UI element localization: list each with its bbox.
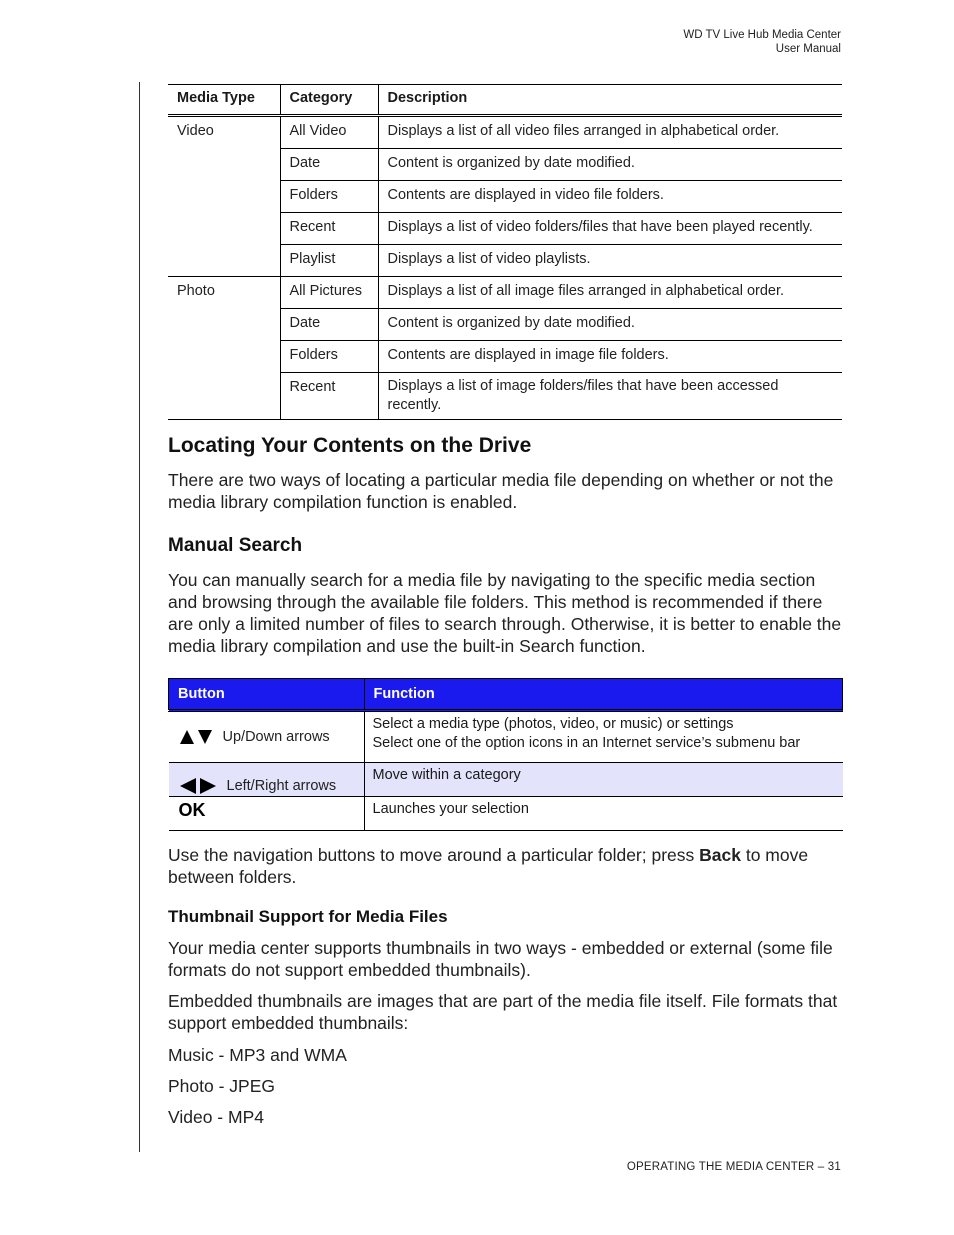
- table-row: [168, 213, 842, 245]
- function-line: Select one of the option icons in an Internet service’s submenu bar: [372, 735, 801, 751]
- media-category-table: [168, 84, 842, 420]
- function-cell: Launches your selection: [364, 797, 843, 831]
- running-header: [683, 28, 841, 56]
- manual-search-body: You can manually search for a media file by navigating to the specific media section and browsing through the available file folders. This method is recommended if there are only a limited number of files to search through. Otherwise, it is better to enable the media library compilation and use the built-in Search function.: [168, 570, 842, 656]
- section-intro: There are two ways of locating a particular media file depending on whether or not the media library compilation function is enabled.: [168, 470, 834, 512]
- description-cell: Displays a list of video folders/files that have been played recently.: [378, 213, 842, 245]
- description-cell: Contents are displayed in video file folders.: [378, 181, 842, 213]
- left-right-arrows-icon: [179, 777, 217, 795]
- button-label: Left/Right arrows: [226, 777, 337, 794]
- media-type-cell: [168, 149, 280, 181]
- table-row: [168, 116, 842, 149]
- category-cell: All Video: [280, 116, 378, 149]
- function-cell: Move within a category: [364, 763, 843, 797]
- subsection-heading-thumbnail: Thumbnail Support for Media Files: [168, 907, 448, 926]
- media-type-cell: [168, 309, 280, 341]
- media-type-cell: [168, 245, 280, 277]
- description-cell: Content is organized by date modified.: [378, 309, 842, 341]
- table-row: [168, 373, 842, 420]
- page-footer: OPERATING THE MEDIA CENTER – 31: [626, 1161, 841, 1173]
- table-header-row: [168, 85, 842, 116]
- table-row: [168, 245, 842, 277]
- description-cell: Contents are displayed in image file folders.: [378, 341, 842, 373]
- table-row: [168, 277, 842, 309]
- subsection-heading-manual-search: Manual Search: [168, 535, 303, 556]
- table-row: [168, 149, 842, 181]
- category-cell: Folders: [280, 181, 378, 213]
- format-item-music: Music - MP3 and WMA: [168, 1045, 347, 1065]
- col-header-description: Description: [378, 85, 842, 116]
- thumbnail-para-2: Embedded thumbnails are images that are part of the media file itself. File formats that support embedded thumbnails:: [168, 991, 838, 1033]
- col-header-category: Category: [280, 85, 378, 116]
- table-row: [169, 711, 843, 763]
- description-cell: Content is organized by date modified.: [378, 149, 842, 181]
- table-row: [169, 763, 843, 797]
- format-item-video: Video - MP4: [168, 1107, 264, 1127]
- button-label: Up/Down arrows: [222, 729, 330, 745]
- category-cell: Playlist: [280, 245, 378, 277]
- category-cell: Folders: [280, 341, 378, 373]
- category-cell: Date: [280, 149, 378, 181]
- col-header-function: Function: [364, 679, 843, 711]
- category-cell: Recent: [280, 213, 378, 245]
- header-product: WD TV Live Hub Media Center: [683, 29, 841, 41]
- nav-note-text: to move between folders.: [168, 845, 809, 887]
- button-cell: [169, 763, 365, 797]
- ok-button-label: OK: [178, 800, 206, 820]
- up-down-arrows-icon: [179, 729, 213, 745]
- function-line: Select a media type (photos, video, or music) or settings: [372, 716, 734, 732]
- media-type-cell: [168, 373, 280, 420]
- nav-note-text: Use the navigation buttons to move around a particular folder; press: [168, 845, 700, 865]
- button-cell: [169, 797, 365, 831]
- table-row: [168, 181, 842, 213]
- navigation-note: [168, 844, 848, 888]
- media-type-cell: [168, 213, 280, 245]
- table-row: [168, 341, 842, 373]
- table-row: [168, 309, 842, 341]
- table-row: [169, 797, 843, 831]
- description-cell: Displays a list of all video files arranged in alphabetical order.: [378, 116, 842, 149]
- col-header-media-type: Media Type: [168, 85, 280, 116]
- table-header-row: [169, 679, 843, 711]
- margin-rule: [139, 82, 140, 1152]
- col-header-button: Button: [169, 679, 365, 711]
- media-type-cell: [168, 341, 280, 373]
- function-cell: [364, 711, 843, 763]
- thumbnail-para-1: Your media center supports thumbnails in two ways - embedded or external (some file formats do not support embedded thumbnails).: [168, 938, 833, 980]
- media-type-cell: [168, 181, 280, 213]
- category-cell: Date: [280, 309, 378, 341]
- description-cell: Displays a list of image folders/files that have been accessed recently.: [378, 373, 842, 420]
- category-cell: Recent: [280, 373, 378, 420]
- button-cell: [169, 711, 365, 763]
- button-function-table: [168, 678, 843, 831]
- description-cell: Displays a list of all image files arranged in alphabetical order.: [378, 277, 842, 309]
- media-type-cell: Video: [177, 123, 214, 139]
- section-heading: Locating Your Contents on the Drive: [168, 434, 532, 457]
- back-keyword: Back: [699, 845, 741, 865]
- format-item-photo: Photo - JPEG: [168, 1076, 275, 1096]
- category-cell: All Pictures: [280, 277, 378, 309]
- media-type-cell: Photo: [168, 277, 280, 309]
- header-doc-type: User Manual: [775, 43, 841, 55]
- description-cell: Displays a list of video playlists.: [378, 245, 842, 277]
